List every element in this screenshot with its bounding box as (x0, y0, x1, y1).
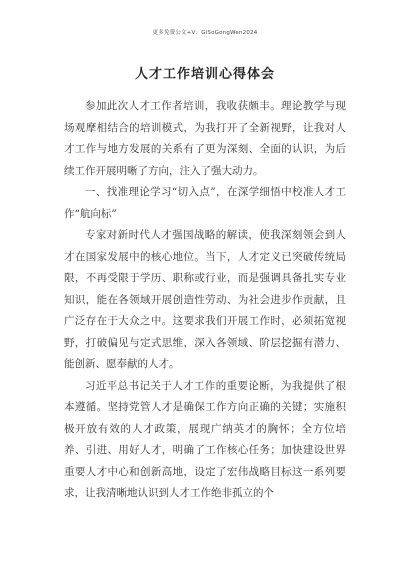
header-note: 更多免费公文+V：GiSoGongWen2024 (152, 30, 258, 36)
section-heading-1: 一、找准理论学习“切入点”，在深学细悟中校准人才工作“航向标” (64, 186, 346, 220)
paragraph-intro: 参加此次人才工作者培训，我收获颇丰。理论教学与现场观摩相结合的培训模式，为我打开了全新视野，让我对人才工作与地方发展的关系有了更为深刻、全面的认识，为后续工作开展明晰了方向，注入了强大动力。 (64, 100, 346, 177)
document-title: 人才工作培训心得体会 (134, 67, 275, 82)
document-body (64, 96, 346, 505)
paragraph-expert-interpretation: 专家对新时代人才强国战略的解读，使我深刻领会到人才在国家发展中的核心地位。当下，人才定义已突破传统局限，不再受限于学历、职称或行业，而是强调具备扎实专业知识，能在各领域开展创造性劳动、为社会进步作贡献，且广泛存在于大众之中。这要求我们开展工作时，必须拓宽视野，打破偏见与定式思维，深入各领域、阶层挖掘有潜力、能创新、愿奉献的人才。 (64, 229, 346, 370)
paragraph-xi-remarks: 习近平总书记关于人才工作的重要论断，为我提供了根本遵循。坚持党管人才是确保工作方向正确的关键；实施积极开放有效的人才政策，展现广纳英才的胸怀；全方位培养、引进、用好人才，明确了工作核心任务；加快建设世界重要人才中心和创新高地，设定了宏伟战略目标这一系列要求，让我清晰地认识到人才工作绝非孤立的个 (64, 379, 346, 499)
